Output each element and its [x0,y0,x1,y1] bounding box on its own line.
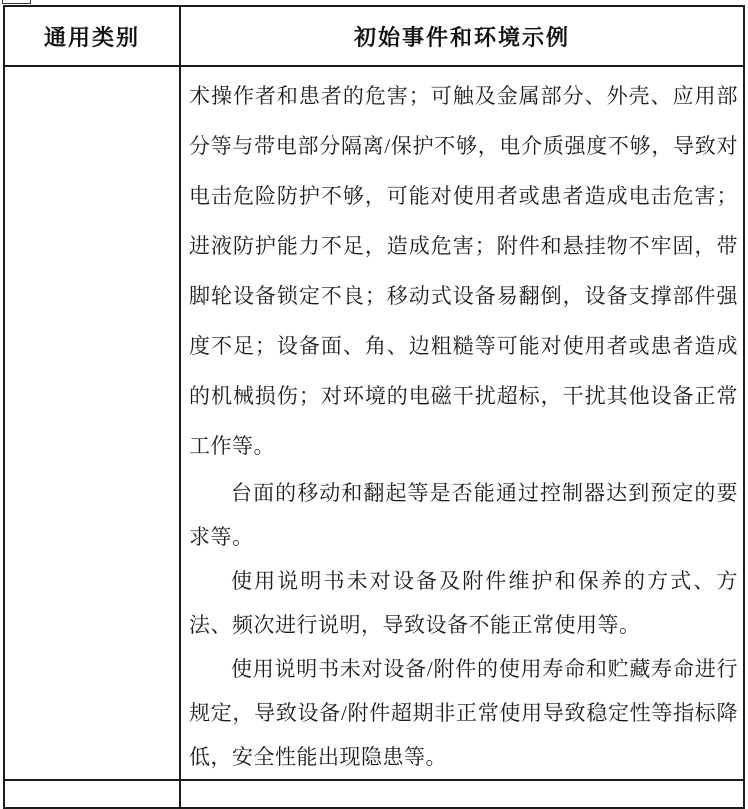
examples-paragraph-2: 台面的移动和翻起等是否能通过控制器达到预定的要求等。 [189,481,738,549]
examples-paragraph-1: 术操作者和患者的危害；可触及金属部分、外壳、应用部分等与带电部分隔离/保护不够，电介质强度不够，导致对电击危险防护不够，可能对使用者或患者造成电击危害；进液防护能力不足，造成危害；附件和悬挂物不牢固，带脚轮设备锁定不良；移动式设备易翻倒，设备支撑部件强度不足；设备面、角、边粗糙等可能对使用者或患者造成的机械损伤；对环境的电磁干扰超标，干扰其他设备正常工作等。 [189,84,738,458]
header-cell-initial-events-examples: 初始事件和环境示例 [180,6,744,66]
body-cell-category-empty [4,66,180,780]
page-edge-artifact [2,0,31,4]
next-row-stub-examples-cell [180,780,744,808]
next-row-stub-category-cell [4,780,180,808]
body-cell-examples [180,66,744,780]
header-cell-general-category: 通用类别 [4,6,180,66]
table-header-row [4,6,744,66]
category-examples-table [3,5,745,809]
examples-paragraph-4: 使用说明书未对设备/附件的使用寿命和贮藏寿命进行规定，导致设备/附件超期非正常使用导致稳定性等指标降低，安全性能出现隐患等。 [189,657,738,769]
next-row-stub [4,780,744,808]
examples-paragraph-3: 使用说明书未对设备及附件维护和保养的方式、方法、频次进行说明，导致设备不能正常使用等。 [189,569,738,637]
table-body-row [4,66,744,780]
